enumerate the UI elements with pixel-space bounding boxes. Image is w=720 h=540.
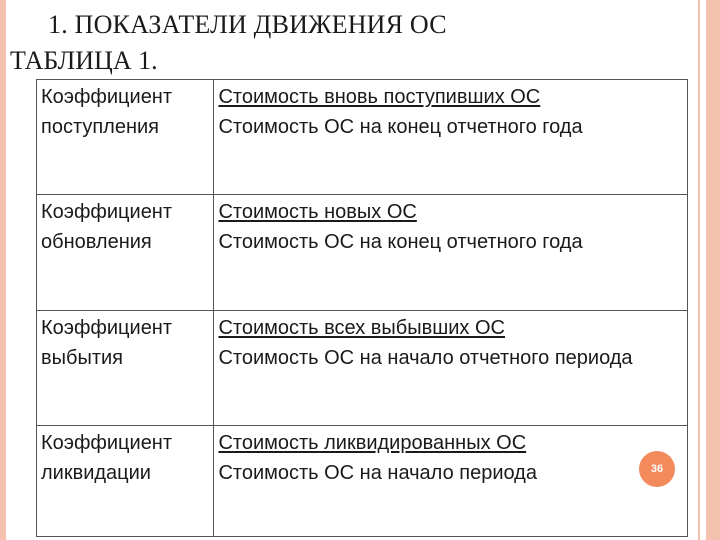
table-row <box>37 80 688 195</box>
indicator-name-cell <box>37 425 214 536</box>
slide-title: 1. ПОКАЗАТЕЛИ ДВИЖЕНИЯ ОС <box>48 10 447 39</box>
indicator-name-line2: ликвидации <box>41 461 151 484</box>
indicator-name-line2: обновления <box>41 231 152 254</box>
slide-frame-right-line <box>698 0 700 540</box>
formula-cell <box>214 80 688 195</box>
indicator-name-line2: выбытия <box>41 346 123 369</box>
table-row <box>37 195 688 310</box>
formula-numerator: Стоимость всех выбывших ОС <box>218 316 505 339</box>
formula-denominator: Стоимость ОС на начало периода <box>218 461 537 484</box>
slide-frame-left <box>0 0 6 540</box>
indicator-name-line1: Коэффициент <box>41 201 173 224</box>
table-row <box>37 310 688 425</box>
table-caption: ТАБЛИЦА 1. <box>10 46 158 75</box>
indicator-name-line1: Коэффициент <box>41 431 173 454</box>
indicator-name-line1: Коэффициент <box>41 316 173 339</box>
indicator-name-cell <box>37 80 214 195</box>
table-row <box>37 425 688 536</box>
formula-cell <box>214 425 688 536</box>
slide-frame-right <box>706 0 720 540</box>
formula-cell <box>214 310 688 425</box>
formula-numerator: Стоимость вновь поступивших ОС <box>218 86 541 108</box>
indicators-table <box>36 79 688 537</box>
formula-cell <box>214 195 688 310</box>
indicator-name-line1: Коэффициент <box>41 86 173 108</box>
formula-denominator: Стоимость ОС на начало отчетного периода <box>218 346 633 369</box>
formula-numerator: Стоимость новых ОС <box>218 201 417 224</box>
indicator-name-line2: поступления <box>41 116 160 138</box>
formula-denominator: Стоимость ОС на конец отчетного года <box>218 231 583 254</box>
formula-denominator: Стоимость ОС на конец отчетного года <box>218 116 583 138</box>
indicator-name-cell <box>37 195 214 310</box>
formula-numerator: Стоимость ликвидированных ОС <box>218 431 527 454</box>
page-number-badge: 36 <box>639 451 675 487</box>
indicator-name-cell <box>37 310 214 425</box>
